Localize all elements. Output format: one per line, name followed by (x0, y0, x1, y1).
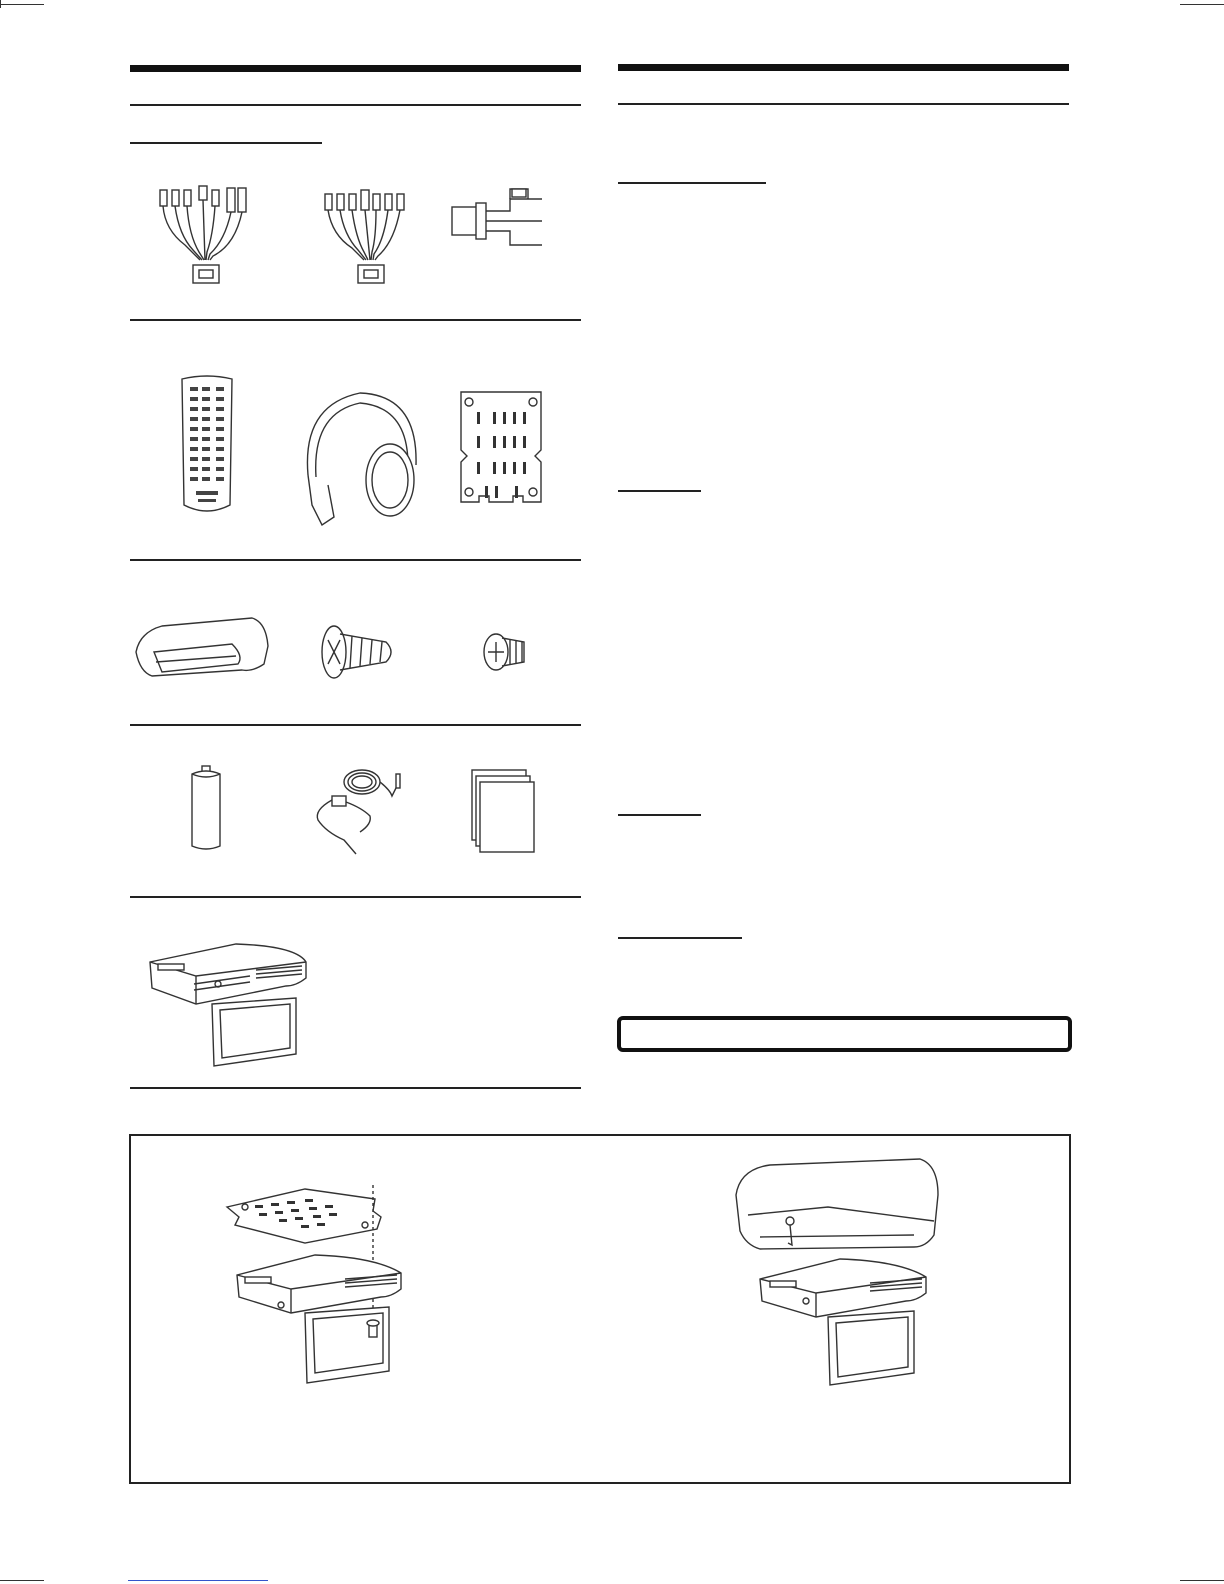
left-subheading-underline (130, 142, 322, 144)
row-divider-4 (130, 896, 581, 898)
power-adapter-cable-icon (310, 760, 410, 860)
note-box (617, 1016, 1072, 1052)
bracket-attach-diagram-icon (225, 1185, 415, 1395)
left-bottom-rule (130, 1087, 581, 1089)
crop-mark-top-right (1180, 4, 1224, 5)
machine-screw-icon (480, 628, 536, 674)
right-subheading-3-underline (618, 814, 701, 816)
row-divider-1 (130, 319, 581, 321)
right-header-rule (618, 103, 1069, 105)
av-harness-b-icon (320, 180, 420, 290)
crop-mark-top-left-h (0, 4, 44, 5)
row-divider-3 (130, 724, 581, 726)
left-header-rule (130, 104, 581, 106)
tapping-screw-icon (316, 622, 398, 682)
aaa-battery-icon (186, 764, 226, 854)
row-divider-2 (130, 559, 581, 561)
power-connector-icon (450, 185, 550, 255)
right-subheading-2-underline (618, 490, 701, 492)
crop-mark-bottom-left (0, 1580, 44, 1581)
overhead-monitor-icon (146, 940, 316, 1070)
right-header-bar (618, 64, 1069, 71)
trim-ring-cover-icon (132, 612, 272, 682)
documents-icon (470, 768, 540, 858)
right-subheading-4-underline (618, 937, 742, 939)
cover-attach-diagram-icon (730, 1155, 950, 1405)
mounting-bracket-icon (455, 390, 547, 510)
left-header-bar (130, 65, 581, 72)
remote-control-icon (178, 375, 236, 515)
wireless-headphones-icon (298, 385, 423, 530)
av-harness-a-icon (155, 180, 255, 290)
crop-mark-bottom-right (1180, 1580, 1224, 1581)
footer-link-underline[interactable] (128, 1580, 268, 1581)
right-subheading-1-underline (618, 182, 766, 184)
